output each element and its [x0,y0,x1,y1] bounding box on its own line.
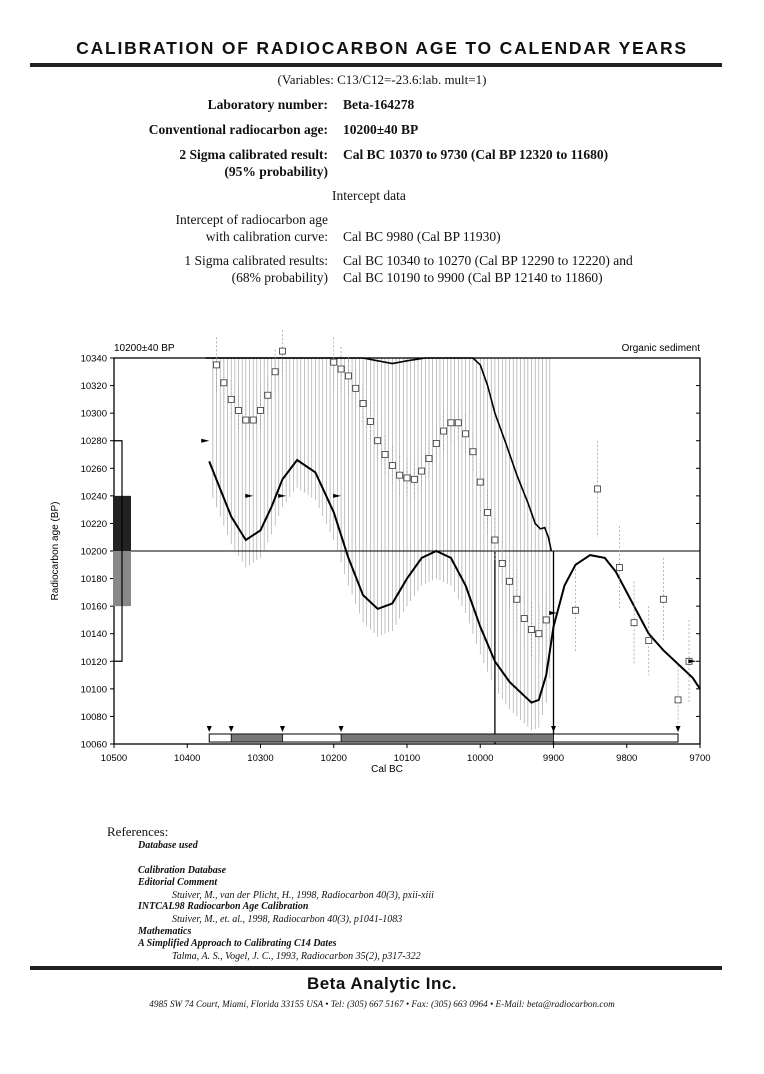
curve-marker [245,494,253,498]
data-point [272,369,278,375]
range-marker [229,726,234,732]
data-point [265,392,271,398]
x-tick-label: 10400 [174,753,201,764]
y-tick-label: 10100 [80,684,107,696]
data-point [507,578,513,584]
curve-marker [201,439,209,443]
data-point [214,362,220,368]
two-sigma-label: 2 Sigma calibrated result: [179,147,328,162]
data-point [426,456,432,462]
data-point [543,617,549,623]
y-tick-label: 10220 [80,518,107,530]
data-point [389,463,395,469]
calibration-chart [0,330,764,790]
title-rule [30,63,722,67]
data-point [646,638,652,644]
data-point [514,596,520,602]
data-point [338,366,344,372]
x-tick-label: 10200 [320,753,347,764]
one-sigma-probability: (68% probability) [231,270,328,285]
data-point [594,486,600,492]
x-tick-label: 9700 [689,753,711,764]
y-tick-label: 10120 [80,656,107,668]
y-tick-label: 10140 [80,629,107,641]
range-marker [551,726,556,732]
y-tick-label: 10340 [80,353,107,365]
y-tick-label: 10080 [80,711,107,723]
data-point [250,417,256,423]
data-point [236,407,242,413]
x-tick-label: 10100 [393,753,421,764]
data-point [536,631,542,637]
data-point [616,565,622,571]
intercept-label-1: Intercept of radiocarbon age [175,212,328,227]
one-sigma-bar [341,734,553,742]
data-point [411,476,417,482]
x-tick-label: 10000 [467,753,494,764]
y-tick-label: 10260 [80,463,107,475]
data-point [441,428,447,434]
one-sigma-label: 1 Sigma calibrated results: [184,253,328,268]
sample-age-label: 10200±40 BP [114,343,175,354]
ref-editorial-citation: Stuiver, M., van der Plicht, H., 1998, Radiocarbon 40(3), pxii-xiii [172,890,434,901]
data-point [521,616,527,622]
lab-number-value: Beta-164278 [343,97,415,112]
data-point [455,420,461,426]
calibration-curve-envelope [206,358,552,551]
data-point [572,607,578,613]
data-point [433,440,439,446]
y-tick-label: 10300 [80,408,107,420]
ref-mathematics: Mathematics [138,926,192,937]
data-point [375,438,381,444]
y-tick-label: 10280 [80,436,107,448]
one-sigma-bar [231,734,282,742]
range-marker [339,726,344,732]
data-point [243,417,249,423]
y-tick-label: 10320 [80,381,107,393]
curve-marker [278,494,286,498]
y-tick-label: 10160 [80,601,107,613]
data-point [529,627,535,633]
two-sigma-probability: (95% probability) [224,164,328,179]
data-point [331,359,337,365]
conv-age-label: Conventional radiocarbon age: [148,122,328,137]
data-point [463,431,469,437]
range-marker [207,726,212,732]
y-axis-label: Radiocarbon age (BP) [50,501,61,601]
y-tick-label: 10180 [80,574,107,586]
company-name: Beta Analytic Inc. [306,974,458,993]
data-point [258,407,264,413]
data-point [470,449,476,455]
data-point [448,420,454,426]
data-point [485,509,491,515]
data-point [367,418,373,424]
ref-intcal-citation: Stuiver, M., et. al., 1998, Radiocarbon 40(3), p1041-1083 [172,914,403,925]
references-heading: References: [107,824,169,839]
one-sigma-value-2: Cal BC 10190 to 9900 (Cal BP 12140 to 11860) [343,270,603,285]
curve-marker [333,494,341,498]
x-tick-label: 9800 [616,753,638,764]
data-point [499,560,505,566]
range-marker [280,726,285,732]
data-point [675,697,681,703]
data-point [404,475,410,481]
data-point [492,537,498,543]
range-marker [676,726,681,732]
data-point [360,400,366,406]
one-sigma-value-1: Cal BC 10340 to 10270 (Cal BP 12290 to 12220) and [343,253,633,268]
intercept-heading: Intercept data [332,188,406,203]
data-point [345,373,351,379]
y-tick-label: 10060 [80,739,107,751]
lab-number-label: Laboratory number: [207,97,328,112]
data-point [353,385,359,391]
ref-calibration-db: Calibration Database [138,865,227,876]
variables-line: (Variables: C13/C12=-23.6:lab. mult=1) [277,72,487,87]
material-label: Organic sediment [621,343,700,354]
x-axis-label: Cal BC [371,764,403,775]
two-sigma-value: Cal BC 10370 to 9730 (Cal BP 12320 to 11680) [343,147,609,162]
data-point [221,380,227,386]
data-point [382,452,388,458]
x-tick-label: 10500 [100,753,128,764]
y-tick-label: 10240 [80,491,107,503]
footer-rule [30,966,722,970]
conv-age-value: 10200±40 BP [343,122,419,137]
page-title: CALIBRATION OF RADIOCARBON AGE TO CALENDAR YEARS [76,38,688,58]
data-point [660,596,666,602]
y-tick-label: 10200 [80,546,107,558]
company-address: 4985 SW 74 Court, Miami, Florida 33155 USA • Tel: (305) 667 5167 • Fax: (305) 663 0964 • E-Mail: beta@radiocarbon.com [149,999,615,1009]
data-point [477,479,483,485]
data-point [228,396,234,402]
ref-database-used: Database used [138,840,198,851]
ref-approach: A Simplified Approach to Calibrating C14 Dates [138,938,337,949]
data-point [397,472,403,478]
ref-approach-citation: Talma, A. S., Vogel, J. C., 1993, Radiocarbon 35(2), p317-322 [172,951,421,962]
ref-editorial: Editorial Comment [138,877,218,888]
intercept-label-2: with calibration curve: [205,229,328,244]
data-point [631,620,637,626]
ref-intcal: INTCAL98 Radiocarbon Age Calibration [138,901,309,912]
x-tick-label: 9900 [542,753,565,764]
intercept-value: Cal BC 9980 (Cal BP 11930) [343,229,501,244]
data-point [419,468,425,474]
x-tick-label: 10300 [247,753,274,764]
data-point [279,348,285,354]
